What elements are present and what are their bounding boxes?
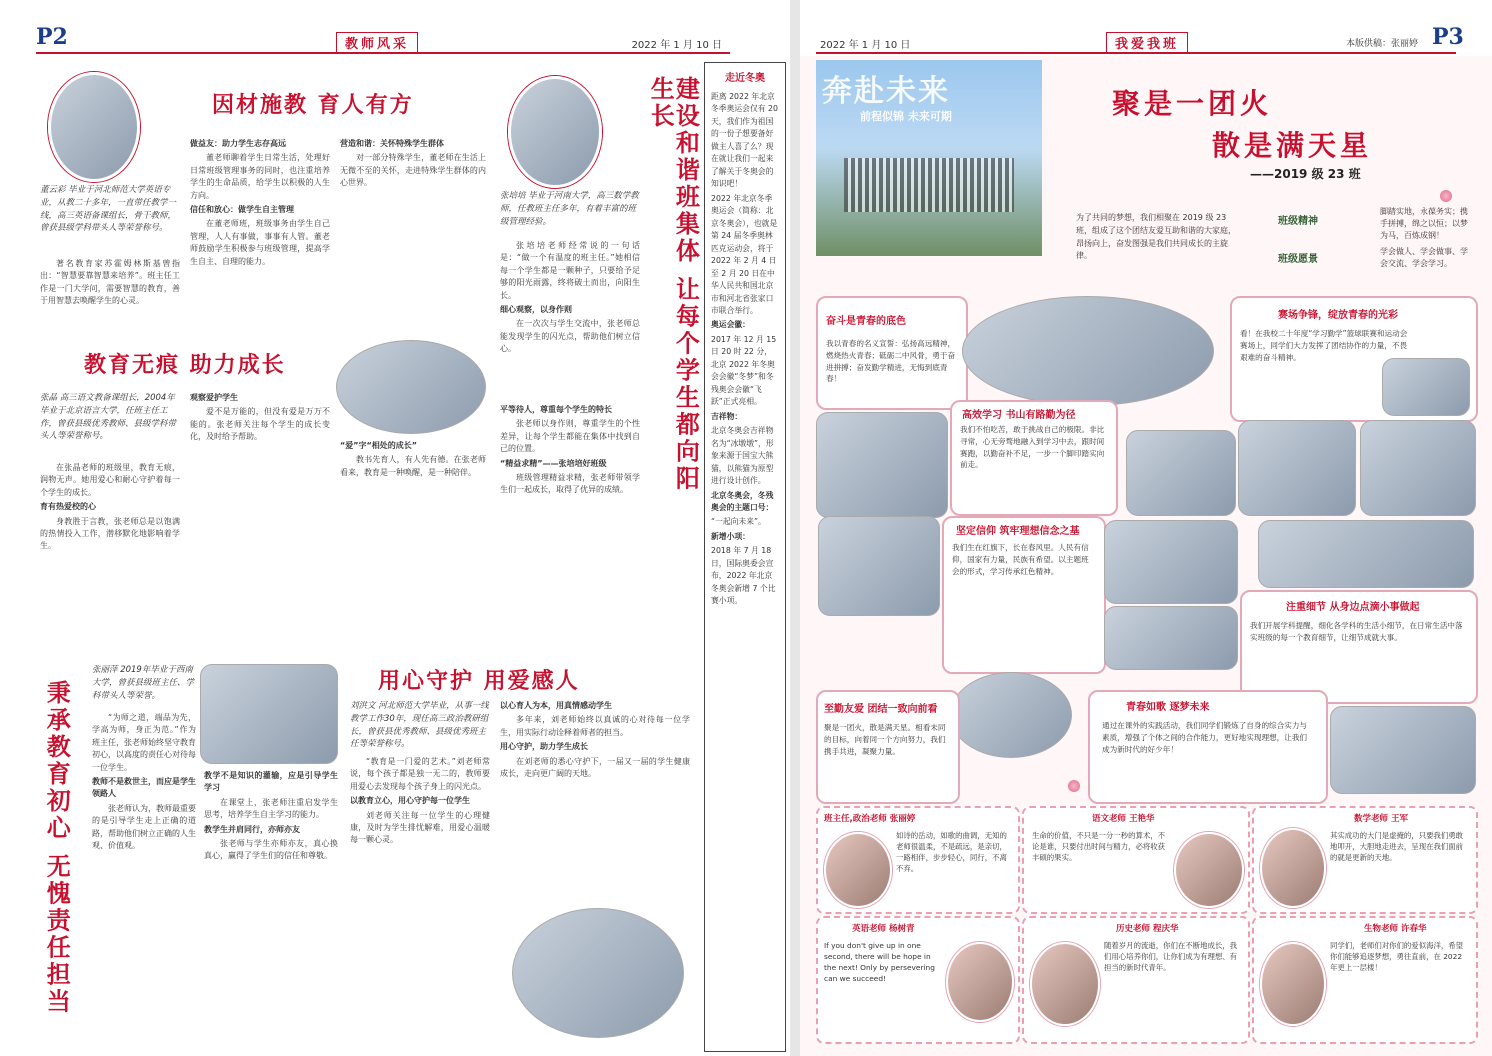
article4-body4: 张老师与学生亦师亦友，真心换真心，赢得了学生们的信任和尊敬。 bbox=[204, 838, 338, 861]
article1-lead bbox=[40, 258, 180, 336]
activity-card bbox=[816, 296, 968, 410]
page-header bbox=[36, 24, 730, 54]
teacher-photo bbox=[1260, 942, 1326, 1026]
card-title: 坚定信仰 筑牢理想信念之基 bbox=[956, 526, 1080, 537]
classroom-photo bbox=[816, 412, 948, 518]
article1-sub2: 信任和放心：做学生自主管理 bbox=[190, 204, 294, 214]
card-text: 我们开展学科提醒，细化各学科的生活小细节，在日常生活中落实班级的每一个教育细节，让细节成就大事。 bbox=[1250, 621, 1463, 642]
flower-decoration bbox=[1068, 780, 1080, 792]
card-text: 通过在课外的实践活动，我们同学们锻炼了自身的综合实力与素质，增强了个体之间的合作能力，更好地实现理想，让我们成为新时代的好少年！ bbox=[1102, 721, 1308, 754]
class-photo bbox=[962, 296, 1214, 406]
article3-sub2: 观察爱护学生 bbox=[190, 393, 238, 402]
teacher-photo bbox=[1174, 832, 1244, 908]
card-text: 聚是一团火，散是满天星。相看未同的目标，向着同一个方向努力，我们携手共进，凝聚力量。 bbox=[824, 723, 946, 756]
card-title: 至勤友爱 团结一致向前看 bbox=[824, 704, 938, 715]
article3-sub1: 育有热爱校的心 bbox=[40, 502, 96, 512]
group-photo bbox=[1104, 606, 1238, 670]
article3-intro: 张晶 高三语文教备课组长，2004年毕业于北京语言大学，任班主任工作，曾获县级优秀教师、县级学科带头人等荣誉称号。 bbox=[40, 393, 177, 442]
article5-intro: 刘洪文 河北师范大学毕业，从事一线教学工作30年，现任高三政治教研组长，曾获县优秀教师、县级优秀班主任等荣誉称号。 bbox=[350, 701, 489, 750]
card-title: 青春如歌 逐梦未来 bbox=[1126, 702, 1210, 713]
motto1-label: 班级精神 bbox=[1278, 216, 1318, 227]
activity-card bbox=[1088, 690, 1328, 804]
article1-body1: 董老师聊着学生日常生活，处理好日常班级管理事务的同时，也注重培养学生的生命品质，给学生以积极的人生方向。 bbox=[190, 153, 330, 200]
article2-sub2: 平等待人，尊重每个学生的特长 bbox=[500, 405, 612, 414]
article1-sub3: 营造和谐：关怀特殊学生群体 bbox=[340, 139, 444, 148]
article5-column-1 bbox=[350, 756, 490, 1042]
sidebar-sub4: 新增小项： bbox=[711, 531, 750, 541]
sidebar-sub1: 奥运会徽： bbox=[711, 320, 750, 330]
teacher-message: 生命的价值，不只是一分一秒的算术，不论是谁，只要付出时间与精力，必将收获丰硕的果实。 bbox=[1032, 831, 1166, 863]
teacher-card bbox=[816, 916, 1020, 1044]
motto1-text: 脚踏实地，永葆务实；携手拼搏，绵之以恒；以梦为马，百炼成钢！ bbox=[1380, 207, 1468, 240]
activity-card bbox=[950, 400, 1118, 516]
motto2-text: 学会做人、学会做事、学会交流、学会学习。 bbox=[1380, 247, 1468, 268]
article4-sub2: 教学不是知识的灌输，应是引导学生学习 bbox=[204, 771, 338, 793]
class-photo bbox=[512, 908, 684, 1038]
teacher-photo bbox=[1260, 828, 1326, 908]
banner-subtitle: 前程似锦 未来可期 bbox=[860, 110, 952, 123]
teacher-message: 同学们，老师们对你们的爱似海洋，希望你们能够追逐梦想，勇往直前，在 2022 年更上一层楼！ bbox=[1330, 941, 1464, 973]
article5-column-2 bbox=[500, 700, 690, 900]
article3-body1: 在张晶老师的班级里，教育无痕，润物无声。她用爱心和耐心守护着每一个学生的成长。 bbox=[40, 463, 180, 497]
article4-intro: 张丽萍 2019年毕业于西南大学，曾获县级班主任、学科带头人等荣誉。 bbox=[92, 665, 195, 701]
blackboard-photo bbox=[1104, 520, 1238, 604]
teacher-name: 语文老师 王艳华 bbox=[1092, 814, 1155, 824]
article3-headline: 教育无痕 助力成长 bbox=[84, 352, 286, 378]
sidebar-body2: 2022 年北京冬季奥运会（简称：北京冬奥会），也就是第 24 届冬季奥林匹克运动会，将于 2022 年 2 月 4 日至 2 月 20 日在中华人民共和国北京市和河北省张家口市联合举行。 bbox=[711, 193, 778, 315]
sidebar-body4: 北京冬奥会吉祥物名为“冰墩墩”，形象来源于国宝大熊猫，以熊猫为原型进行设计创作。 bbox=[711, 426, 774, 486]
flower-decoration bbox=[1440, 190, 1452, 202]
class-photo bbox=[200, 664, 338, 764]
blackboard-photo bbox=[1258, 520, 1474, 588]
teacher-name: 历史老师 程庆华 bbox=[1116, 924, 1179, 934]
article5-body3: 多年来，刘老师始终以真诚的心对待每一位学生，用实际行动诠释着师者的担当。 bbox=[500, 715, 690, 737]
article3-column-1 bbox=[40, 462, 180, 658]
teacher-message: 如诗的岳动，如歌的曲调，无知的老师很温柔，不是疏远，是亲切，一路相伴，步步轻心，同行，不离不弃。 bbox=[896, 831, 1007, 874]
sidebar-sub2: 吉祥物： bbox=[711, 411, 743, 421]
teacher-name: 生物老师 许春华 bbox=[1364, 924, 1427, 934]
teacher-name: 班主任,政治老师 张丽婷 bbox=[824, 814, 916, 824]
sidebar-title: 走近冬奥 bbox=[725, 73, 765, 84]
sidebar-body5: “一起向未来”。 bbox=[711, 517, 766, 527]
article1-lead-text: 著名教育家苏霍姆林斯基曾指出：“智慧要靠智慧来培养”。班主任工作是一门大学问，需要智慧的教育，善于用智慧去唤醒学生的心灵。 bbox=[40, 259, 180, 306]
winter-olympics-sidebar bbox=[704, 62, 786, 1052]
article2-body4: 班级管理精益求精，张老师带领学生们一起成长，取得了优异的成绩。 bbox=[500, 472, 640, 495]
article3-body2: 身教胜于言教，张老师总是以饱满的热情投入工作，潜移默化地影响着学生。 bbox=[40, 516, 180, 551]
page-header bbox=[816, 24, 1464, 54]
meeting-photo bbox=[818, 516, 940, 616]
main-title-line2: 散是满天星 bbox=[1212, 129, 1373, 162]
article5-sub2: 以心育人为本，用真情感动学生 bbox=[500, 701, 612, 710]
section-title: 教师风采 bbox=[336, 32, 418, 53]
article3-column-3 bbox=[340, 440, 486, 658]
activity-card bbox=[1230, 296, 1478, 422]
lab-photo bbox=[1330, 706, 1476, 794]
page-number: P2 bbox=[36, 24, 68, 50]
teacher-message: 随着岁月的流逝，你们在不断地成长，我们用心培养你们，让你们成为有理想、有担当的新时代青年。 bbox=[1104, 941, 1238, 973]
article4-column-1 bbox=[92, 712, 196, 1042]
article4-body3: 在课堂上，张老师注重启发学生思考，培养学生自主学习的能力。 bbox=[204, 797, 338, 820]
article2-body2: 在一次次与学生交流中，张老师总能发现学生的闪光点，帮助他们树立信心。 bbox=[500, 319, 640, 354]
teacher-portrait bbox=[48, 72, 140, 182]
article5-body1: “教育是一门爱的艺术。”刘老师常说，每个孩子都是独一无二的，教师要用爱心去发现每个孩子身上的闪光点。 bbox=[350, 757, 490, 791]
page-3 bbox=[800, 0, 1492, 1056]
activity-card bbox=[942, 516, 1106, 674]
article4-body2: 张老师认为，教师最重要的是引导学生走上正确的道路，帮助他们树立正确的人生观、价值观。 bbox=[92, 803, 196, 850]
card-text: 我们生在红旗下，长在春风里。人民有信仰，国家有力量，民族有希望。以主题班会的形式，学习传承红色精神。 bbox=[952, 543, 1089, 576]
article2-body1: 张培培老师经常说的一句话是：“做一个有温度的班主任。”她相信每一个学生都是一颗种子，只要给予足够的阳光雨露，终将破土而出，向阳生长。 bbox=[500, 241, 640, 300]
article5-body4: 在刘老师的悉心守护下，一届又一届的学生健康成长，走向更广阔的天地。 bbox=[500, 756, 690, 778]
issue-date: 2022 年 1 月 10 日 bbox=[820, 40, 911, 51]
article1-column-2 bbox=[190, 138, 330, 338]
sidebar-body bbox=[711, 91, 779, 1041]
article1-headline: 因材施教 育人有方 bbox=[212, 92, 414, 118]
class-group-photo bbox=[816, 60, 1042, 256]
card-title: 高效学习 书山有路勤为径 bbox=[962, 410, 1076, 421]
article1-body2: 在董老师班，班级事务由学生自己管理，人人有事做，事事有人管。董老师鼓励学生积极参与班级管理，提高学生自主、自理的能力。 bbox=[190, 219, 330, 266]
article2-vertical-headline: 建设和谐班集体 让每个学生都向阳生长 bbox=[646, 76, 701, 493]
card-text: 我们不怕吃苦，敢于挑战自己的极限。非比寻常，心无旁骛地融入到学习中去，跟时间赛跑，以勤奋补不足，一步一个脚印踏实向前走。 bbox=[960, 425, 1105, 470]
teacher-photo bbox=[824, 832, 892, 908]
main-title-line1: 聚是一团火 bbox=[1112, 87, 1273, 120]
page-gutter bbox=[790, 0, 800, 1056]
article3-sub3: “爱”字“相处的成长” bbox=[340, 441, 418, 450]
class-name: ——2019 级 23 班 bbox=[1250, 167, 1361, 181]
article1-column-3 bbox=[340, 138, 486, 338]
teacher-card bbox=[1252, 806, 1478, 914]
activity-card bbox=[1240, 590, 1478, 704]
banner-title: 奔赴未来 bbox=[822, 74, 950, 109]
sports-photo bbox=[1126, 430, 1236, 516]
article4-vertical-headline: 秉承教育初心 无愧责任担当 bbox=[42, 680, 72, 1016]
article3-body3: 爱不是万能的，但没有爱是万万不能的。张老师关注每个学生的成长变化，及时给予帮助。 bbox=[190, 407, 330, 442]
activity-card bbox=[816, 690, 960, 804]
card-title: 奋斗是青春的底色 bbox=[826, 316, 906, 327]
teacher-card bbox=[1252, 916, 1478, 1044]
card-title: 注重细节 从身边点滴小事做起 bbox=[1286, 602, 1420, 613]
card-text: 看！在我校二十年度“学习勤学”篮球联赛和运动会赛场上，同学们大力发挥了团结协作的力量，不畏艰难的奋斗精神。 bbox=[1240, 329, 1408, 362]
sidebar-sub3: 北京冬奥会，冬残奥会的主题口号： bbox=[711, 490, 774, 512]
sports-photo bbox=[1382, 358, 1470, 416]
race-photo bbox=[1360, 420, 1476, 516]
student-rows bbox=[844, 158, 1014, 212]
article5-sub3: 用心守护，助力学生成长 bbox=[500, 742, 588, 752]
article2-sub1: 细心观察，以身作则 bbox=[500, 304, 572, 314]
article5-headline: 用心守护 用爱感人 bbox=[378, 668, 580, 694]
race-photo bbox=[1238, 420, 1356, 516]
issue-date: 2022 年 1 月 10 日 bbox=[631, 40, 722, 51]
article3-column-2 bbox=[190, 392, 330, 658]
teacher-photo bbox=[1030, 942, 1100, 1026]
sidebar-body1: 距离 2022 年北京冬季奥运会仅有 20 天，我们作为祖国的一份子想要备好做主人喜了么？现在就让我们一起来了解关于冬奥会的知识吧！ bbox=[711, 92, 778, 189]
article5-sub1: 以教育立心，用心守护每一位学生 bbox=[350, 796, 470, 806]
article2-body3: 张老师以身作则，尊重学生的个性差异，让每个学生都能在集体中找到自己的位置。 bbox=[500, 419, 640, 454]
article2-column-2 bbox=[500, 404, 640, 654]
article5-body2: 刘老师关注每一位学生的心理健康，及时为学生排忧解难，用爱心温暖每一颗心灵。 bbox=[350, 810, 490, 845]
sidebar-body3: 2017 年 12 月 15 日 20 时 22 分，北京 2022 年冬奥会会徽“冬梦”和冬残奥会会徽“飞跃”正式亮相。 bbox=[711, 334, 777, 407]
article1-intro: 董云彩 毕业于河北师范大学英语专业，从教二十多年，一直带任教学一线，高三英语备课组长，骨干教师，曾获县级学科带头人等荣誉称号。 bbox=[40, 185, 177, 234]
editor-credit: 本版供稿：张丽婷 bbox=[1346, 39, 1419, 49]
motto2-label: 班级愿景 bbox=[1278, 254, 1318, 265]
teacher-message: If you don't give up in one second, there will be hope in the next! Only by persevering can we succeed! bbox=[824, 941, 935, 984]
teacher-card bbox=[1022, 806, 1250, 914]
article1-sub1: 做益友：助力学生志存高远 bbox=[190, 139, 286, 148]
article2-intro: 张培培 毕业于河南大学，高三数学教师，任教班主任多年，有着丰富的班级管理经验。 bbox=[500, 191, 639, 227]
article4-sub3: 教学生并肩同行，亦师亦友 bbox=[204, 824, 300, 834]
page-number: P3 bbox=[1432, 24, 1464, 50]
class-intro: 为了共同的梦想，我们相聚在 2019 级 23 班，组成了这个团结友爱互助和谐的大家庭，昂扬向上，奋发图强是我们共同成长的主旋律。 bbox=[1076, 213, 1236, 261]
article4-body1: “为师之道，端品为先，学高为师，身正为范。”作为班主任，张老师始终坚守教育初心，以高度的责任心对待每一位学生。 bbox=[92, 713, 196, 772]
article4-column-2 bbox=[204, 770, 338, 1042]
article2-column-1 bbox=[500, 240, 640, 400]
sidebar-body6: 2018 年 7 月 18 日，国际奥委会宣布，2022 年北京冬奥会新增 7 个比赛小项。 bbox=[711, 546, 776, 606]
section-title: 我爱我班 bbox=[1106, 32, 1188, 53]
article3-body4: 教书先育人，有人先有德。在张老师看来，教育是一种唤醒，是一种陪伴。 bbox=[340, 455, 486, 477]
teacher-photo bbox=[946, 942, 1014, 1022]
teacher-name: 数学老师 王军 bbox=[1354, 814, 1408, 824]
teacher-portrait bbox=[508, 76, 602, 188]
card-title: 赛场争锋，绽放青春的光彩 bbox=[1278, 310, 1398, 321]
teacher-message: 其实成功的大门是虚掩的，只要我们勇敢地叩开，大胆地走进去，呈现在我们面前的就是更新的天地。 bbox=[1330, 831, 1464, 863]
class-photo bbox=[336, 340, 486, 434]
teacher-card bbox=[1022, 916, 1250, 1044]
article4-sub1: 教师不是救世主，而应是学生领路人 bbox=[92, 776, 196, 799]
group-photo bbox=[950, 672, 1072, 758]
teacher-name: 英语老师 杨树青 bbox=[852, 924, 915, 934]
article1-body3: 对一部分特殊学生，董老师在生活上无微不至的关怀，走进特殊学生群体的内心世界。 bbox=[340, 153, 486, 188]
card-text: 我以青春的名义宣誓：弘扬高远精神，燃烧热火青春；砥砺二中风骨，勇于奋进拼搏；奋发勤学精进，无悔到底青春！ bbox=[826, 339, 956, 384]
article2-sub3: “精益求精”——张培培好班级 bbox=[500, 458, 607, 468]
teacher-card bbox=[816, 806, 1020, 914]
